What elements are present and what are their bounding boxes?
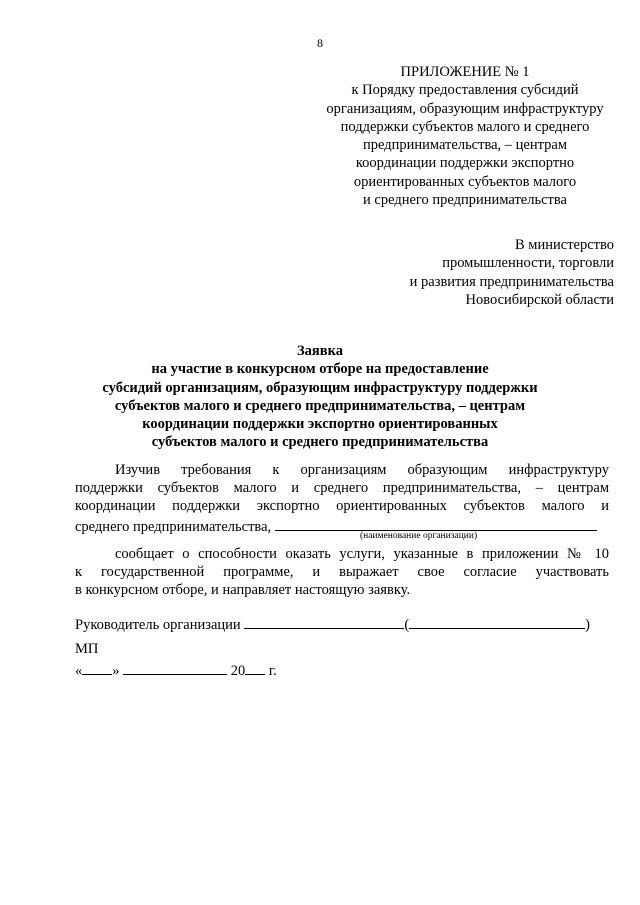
body-line: в конкурсном отборе, и направляет настоящую заявку.: [75, 582, 411, 598]
title-line: на участие в конкурсном отборе на предоставление: [151, 361, 489, 378]
appendix-line: организациям, образующим инфраструктуру: [326, 100, 604, 117]
recipient-line: В министерство: [515, 237, 614, 253]
body-line: Изучив требования к организациям образующим инфраструктуру: [115, 462, 609, 478]
recipient-line: и развития предпринимательства: [409, 273, 614, 290]
appendix-line: и среднего предпринимательства: [363, 192, 567, 209]
date-line: [75, 660, 609, 680]
appendix-block: [300, 63, 630, 209]
date-day-field[interactable]: [82, 660, 112, 675]
body-line: поддержки субъектов малого и среднего предпринимательства, – центрам: [75, 480, 609, 496]
signature-close-paren: ): [585, 617, 590, 633]
organization-name-caption: (наименование организации): [360, 531, 478, 541]
body-line-prefix: среднего предпринимательства,: [75, 519, 272, 535]
appendix-heading: ПРИЛОЖЕНИЕ № 1: [400, 64, 530, 80]
signature-label: Руководитель организации: [75, 617, 241, 633]
title-line: Заявка: [297, 343, 343, 359]
date-year-field[interactable]: [245, 660, 265, 675]
title-line: субъектов малого и среднего предпринимательства: [151, 434, 489, 451]
recipient-line: Новосибирской области: [465, 291, 614, 308]
appendix-line: координации поддержки экспортно: [355, 155, 575, 172]
document-title: [60, 342, 580, 452]
page-number: 8: [317, 36, 323, 50]
appendix-line: поддержки субъектов малого и среднего: [340, 118, 590, 135]
appendix-line: предпринимательства, – центрам: [363, 137, 567, 154]
stamp-label: МП: [75, 641, 99, 657]
organization-name-field[interactable]: [275, 516, 597, 531]
signature-field[interactable]: [244, 614, 404, 629]
date-year-suffix: г.: [268, 663, 277, 679]
body-line-org: [75, 516, 609, 536]
title-line: субсидий организациям, образующим инфраструктуру поддержки: [102, 379, 538, 396]
appendix-line: ориентированных субъектов малого: [353, 173, 577, 190]
body-line: к государственной программе, и выражает свое согласие участвовать: [75, 564, 609, 580]
recipient-line: промышленности, торговли: [442, 255, 614, 272]
signature-name-field[interactable]: [409, 614, 585, 629]
body-line: координации поддержки экспортно ориентированных субъектов малого и: [75, 498, 609, 514]
date-close-quote: »: [112, 663, 120, 679]
title-line: координации поддержки экспортно ориентированных: [142, 416, 498, 433]
body-line: сообщает о способности оказать услуги, указанные в приложении № 10: [115, 546, 609, 562]
date-open-quote: «: [75, 663, 83, 679]
signature-line: [75, 614, 609, 634]
date-month-field[interactable]: [123, 660, 227, 675]
appendix-line: к Порядку предоставления субсидий: [351, 82, 579, 99]
signature-open-paren: (: [404, 617, 410, 633]
title-line: субъектов малого и среднего предпринимательства, – центрам: [114, 397, 526, 414]
recipient-block: [410, 236, 614, 309]
date-year-prefix: 20: [230, 663, 246, 679]
